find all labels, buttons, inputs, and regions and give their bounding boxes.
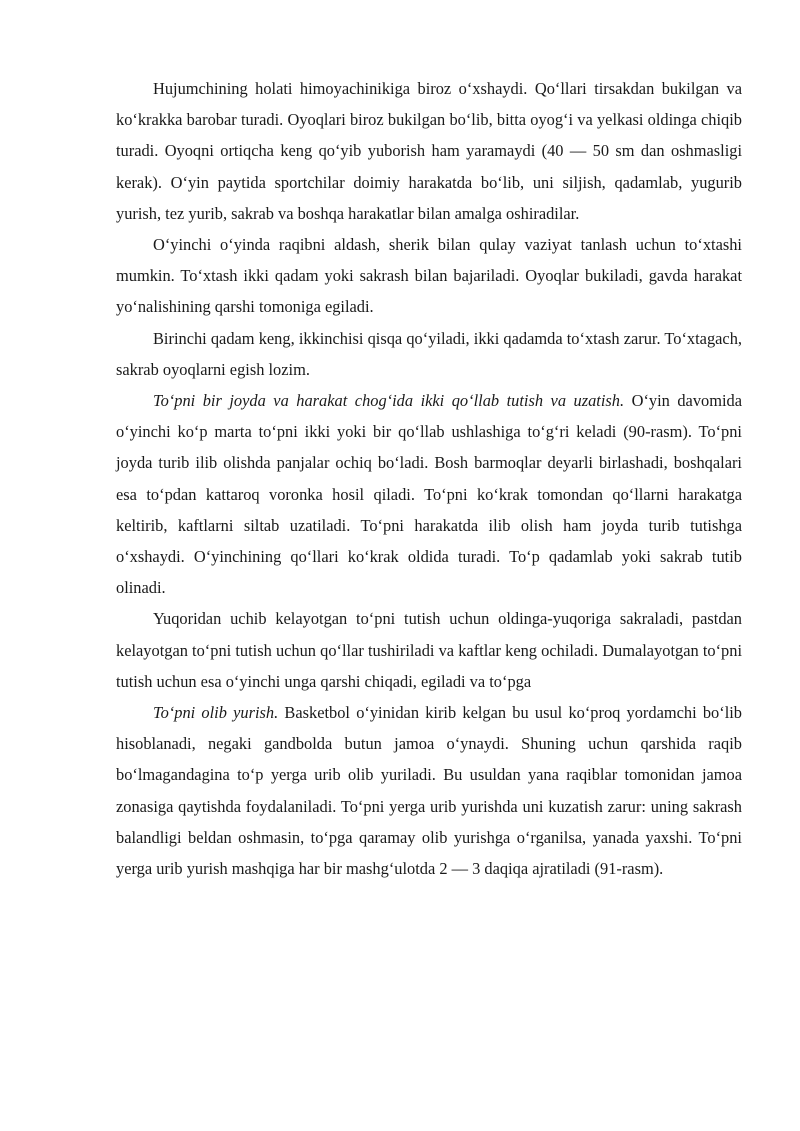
paragraph-attacker-stance bbox=[116, 73, 742, 229]
paragraph-two-step-stop bbox=[116, 323, 742, 385]
section-heading: To‘pni bir joyda va harakat chog‘ida ikki qo‘llab tutish va uzatish. bbox=[153, 391, 625, 411]
document-page bbox=[116, 73, 742, 884]
paragraph-text: Basketbol o‘yinidan kirib kelgan bu usul ko‘proq yordamchi bo‘lib hisoblanadi, negaki gandbolda butun jamoa o‘ynaydi. Shuning uchun qarshida raqib bo‘lmagandagina to‘p yerga urib olib yuriladi. Bu usuldan yana raqiblar tomonidan jamoa zonasiga qaytishda foydalaniladi. To‘pni yerga urib yurishda uni kuzatish zarur: uning sakrash balandligi beldan oshmasin, to‘pga qaramay olib yurishga o‘rganilsa, yanada yaxshi. To‘pni yerga urib yurish mashqiga har bir mashg‘ulotda 2 — 3 daqiqa ajratiladi (91-rasm). bbox=[116, 703, 743, 879]
paragraph-stopping bbox=[116, 229, 742, 323]
paragraph-catching-passing bbox=[116, 385, 742, 603]
paragraph-text: Birinchi qadam keng, ikkinchisi qisqa qo‘yiladi, ikki qadamda to‘xtash zarur. To‘xtagach, sakrab oyoqlarni egish lozim. bbox=[116, 328, 742, 379]
paragraph-text: Yuqoridan uchib kelayotgan to‘pni tutish uchun oldinga-yuqoriga sakraladi, pastdan kelayotgan to‘pni tutish uchun qo‘llar tushiriladi va kaftlar keng ochiladi. Dumalayotgan to‘pni tutish uchun esa o‘yinchi unga qarshi chiqadi, egiladi va to‘pga bbox=[116, 609, 742, 691]
paragraph-text: O‘yinchi o‘yinda raqibni aldash, sherik bilan qulay vaziyat tanlash uchun to‘xtashi mumkin. To‘xtash ikki qadam yoki sakrash bilan bajariladi. Oyoqlar bukiladi, gavda harakat yo‘nalishining qarshi tomoniga egiladi. bbox=[116, 235, 742, 317]
paragraph-text: O‘yin davomida o‘yinchi ko‘p marta to‘pni ikki yoki bir qo‘llab ushlashiga to‘g‘ri keladi (90-rasm). To‘pni joyda turib ilib olishda panjalar ochiq bo‘ladi. Bosh barmoqlar deyarli birlashadi, boshqalari esa to‘pdan kattaroq voronka hosil qiladi. To‘pni ko‘krak tomondan qo‘llarni harakatga keltirib, kaftlarni siltab uzatiladi. To‘pni harakatda ilib olish ham joyda turib tutishga o‘xshaydi. O‘yinchining qo‘llari ko‘krak oldida turadi. To‘p qadamlab yoki sakrab tutib olinadi. bbox=[116, 391, 742, 598]
paragraph-text: Hujumchining holati himoyachinikiga biroz o‘xshaydi. Qo‘llari tirsakdan bukilgan va ko‘krakka barobar turadi. Oyoqlari biroz bukilgan bo‘lib, bitta oyog‘i va yelkasi oldinga chiqib turadi. Oyoqni ortiqcha keng qo‘yib yuborish ham yaramaydi (40 — 50 sm dan oshmasligi kerak). O‘yin paytida sportchilar doimiy harakatda bo‘lib, uni siljish, qadamlab, yugurib yurish, tez yurib, sakrab va boshqa harakatlar bilan amalga oshiradilar. bbox=[116, 79, 742, 223]
paragraph-dribbling bbox=[116, 697, 742, 884]
paragraph-catching-heights bbox=[116, 603, 742, 697]
section-heading: To‘pni olib yurish. bbox=[153, 703, 279, 723]
